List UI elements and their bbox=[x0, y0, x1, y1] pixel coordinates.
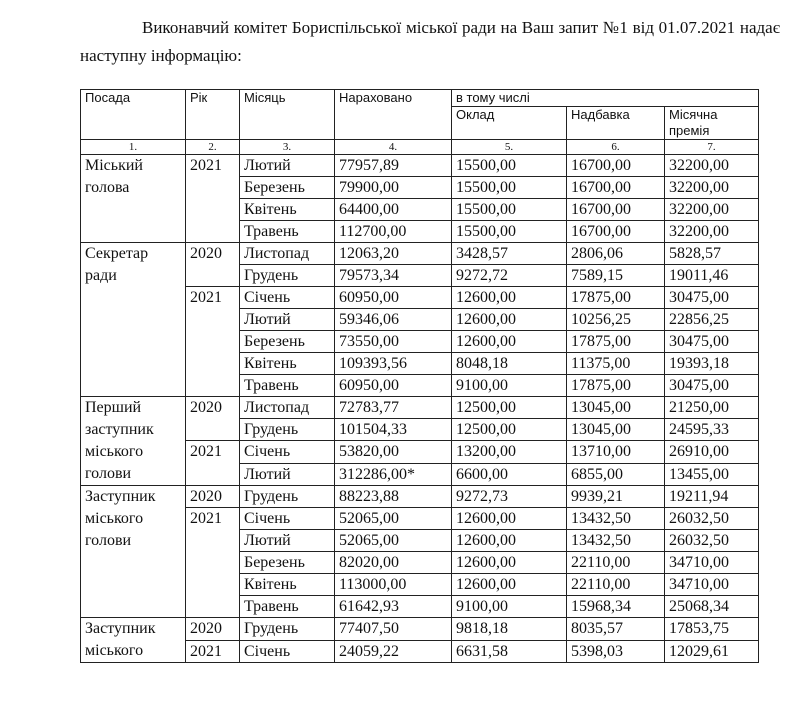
column-number: 6. bbox=[567, 140, 665, 155]
year-cell: 2020 bbox=[186, 618, 240, 641]
accrued-cell: 53820,00 bbox=[335, 441, 452, 464]
premium-cell: 19393,18 bbox=[665, 353, 759, 375]
accrued-cell: 82020,00 bbox=[335, 552, 452, 574]
salary-cell: 15500,00 bbox=[452, 155, 567, 177]
month-cell: Січень bbox=[240, 640, 335, 663]
month-cell: Травень bbox=[240, 375, 335, 397]
month-cell: Січень bbox=[240, 287, 335, 309]
month-cell: Грудень bbox=[240, 618, 335, 641]
accrued-cell: 64400,00 bbox=[335, 199, 452, 221]
premium-cell: 5828,57 bbox=[665, 243, 759, 265]
year-cell: 2020 bbox=[186, 243, 240, 287]
salary-cell: 15500,00 bbox=[452, 199, 567, 221]
premium-cell: 32200,00 bbox=[665, 199, 759, 221]
salary-cell: 9272,73 bbox=[452, 486, 567, 508]
year-cell: 2020 bbox=[186, 397, 240, 441]
header-including: в тому числі bbox=[452, 90, 759, 107]
year-cell: 2021 bbox=[186, 640, 240, 663]
premium-cell: 26032,50 bbox=[665, 530, 759, 552]
premium-cell: 34710,00 bbox=[665, 552, 759, 574]
month-cell: Лютий bbox=[240, 530, 335, 552]
header-position: Посада bbox=[81, 90, 186, 140]
month-cell: Січень bbox=[240, 508, 335, 530]
salary-cell: 12500,00 bbox=[452, 419, 567, 441]
salary-table bbox=[80, 89, 759, 663]
month-cell: Квітень bbox=[240, 574, 335, 596]
header-year: Рік bbox=[186, 90, 240, 140]
accrued-cell: 88223,88 bbox=[335, 486, 452, 508]
accrued-cell: 60950,00 bbox=[335, 375, 452, 397]
table-body bbox=[81, 155, 759, 663]
table-row bbox=[81, 397, 759, 419]
accrued-cell: 312286,00* bbox=[335, 464, 452, 486]
salary-cell: 15500,00 bbox=[452, 177, 567, 199]
month-cell: Листопад bbox=[240, 397, 335, 419]
accrued-cell: 77957,89 bbox=[335, 155, 452, 177]
position-cell: Заступник міського голови bbox=[81, 486, 186, 618]
bonus-cell: 16700,00 bbox=[567, 177, 665, 199]
salary-cell: 9100,00 bbox=[452, 596, 567, 618]
salary-cell: 12600,00 bbox=[452, 530, 567, 552]
month-cell: Квітень bbox=[240, 199, 335, 221]
premium-cell: 32200,00 bbox=[665, 155, 759, 177]
bonus-cell: 13710,00 bbox=[567, 441, 665, 464]
salary-cell: 12600,00 bbox=[452, 508, 567, 530]
accrued-cell: 60950,00 bbox=[335, 287, 452, 309]
salary-cell: 6600,00 bbox=[452, 464, 567, 486]
premium-cell: 32200,00 bbox=[665, 177, 759, 199]
salary-cell: 9272,72 bbox=[452, 265, 567, 287]
header-premium: Місячна премія bbox=[665, 107, 759, 140]
bonus-cell: 2806,06 bbox=[567, 243, 665, 265]
premium-cell: 25068,34 bbox=[665, 596, 759, 618]
bonus-cell: 17875,00 bbox=[567, 375, 665, 397]
header-salary: Оклад bbox=[452, 107, 567, 140]
bonus-cell: 16700,00 bbox=[567, 199, 665, 221]
header-month: Місяць bbox=[240, 90, 335, 140]
month-cell: Лютий bbox=[240, 309, 335, 331]
table-row bbox=[81, 155, 759, 177]
month-cell: Березень bbox=[240, 552, 335, 574]
premium-cell: 19211,94 bbox=[665, 486, 759, 508]
salary-cell: 12600,00 bbox=[452, 309, 567, 331]
month-cell: Квітень bbox=[240, 353, 335, 375]
month-cell: Травень bbox=[240, 596, 335, 618]
table-row bbox=[81, 243, 759, 265]
month-cell: Лютий bbox=[240, 155, 335, 177]
column-number: 2. bbox=[186, 140, 240, 155]
position-cell: Перший заступник міського голови bbox=[81, 397, 186, 486]
bonus-cell: 22110,00 bbox=[567, 574, 665, 596]
month-cell: Березень bbox=[240, 177, 335, 199]
salary-cell: 3428,57 bbox=[452, 243, 567, 265]
accrued-cell: 79573,34 bbox=[335, 265, 452, 287]
premium-cell: 26032,50 bbox=[665, 508, 759, 530]
bonus-cell: 13045,00 bbox=[567, 397, 665, 419]
bonus-cell: 13432,50 bbox=[567, 530, 665, 552]
year-cell: 2021 bbox=[186, 441, 240, 486]
salary-cell: 12600,00 bbox=[452, 552, 567, 574]
bonus-cell: 15968,34 bbox=[567, 596, 665, 618]
bonus-cell: 7589,15 bbox=[567, 265, 665, 287]
accrued-cell: 59346,06 bbox=[335, 309, 452, 331]
premium-cell: 24595,33 bbox=[665, 419, 759, 441]
premium-cell: 30475,00 bbox=[665, 375, 759, 397]
accrued-cell: 61642,93 bbox=[335, 596, 452, 618]
salary-cell: 13200,00 bbox=[452, 441, 567, 464]
salary-cell: 15500,00 bbox=[452, 221, 567, 243]
bonus-cell: 17875,00 bbox=[567, 331, 665, 353]
position-cell: Секретар ради bbox=[81, 243, 186, 397]
salary-cell: 12600,00 bbox=[452, 331, 567, 353]
column-numbers-row bbox=[81, 140, 759, 155]
premium-cell: 12029,61 bbox=[665, 640, 759, 663]
accrued-cell: 52065,00 bbox=[335, 508, 452, 530]
column-number: 1. bbox=[81, 140, 186, 155]
month-cell: Травень bbox=[240, 221, 335, 243]
month-cell: Січень bbox=[240, 441, 335, 464]
header-bonus: Надбавка bbox=[567, 107, 665, 140]
accrued-cell: 113000,00 bbox=[335, 574, 452, 596]
premium-cell: 13455,00 bbox=[665, 464, 759, 486]
bonus-cell: 13045,00 bbox=[567, 419, 665, 441]
premium-cell: 32200,00 bbox=[665, 221, 759, 243]
bonus-cell: 9939,21 bbox=[567, 486, 665, 508]
salary-cell: 12500,00 bbox=[452, 397, 567, 419]
salary-cell: 9818,18 bbox=[452, 618, 567, 641]
premium-cell: 34710,00 bbox=[665, 574, 759, 596]
month-cell: Березень bbox=[240, 331, 335, 353]
accrued-cell: 112700,00 bbox=[335, 221, 452, 243]
column-number: 7. bbox=[665, 140, 759, 155]
bonus-cell: 8035,57 bbox=[567, 618, 665, 641]
accrued-cell: 79900,00 bbox=[335, 177, 452, 199]
bonus-cell: 11375,00 bbox=[567, 353, 665, 375]
premium-cell: 21250,00 bbox=[665, 397, 759, 419]
year-cell: 2021 bbox=[186, 155, 240, 243]
month-cell: Грудень bbox=[240, 419, 335, 441]
column-number: 4. bbox=[335, 140, 452, 155]
premium-cell: 17853,75 bbox=[665, 618, 759, 641]
premium-cell: 30475,00 bbox=[665, 331, 759, 353]
header-accrued: Нараховано bbox=[335, 90, 452, 140]
accrued-cell: 73550,00 bbox=[335, 331, 452, 353]
bonus-cell: 17875,00 bbox=[567, 287, 665, 309]
year-cell: 2021 bbox=[186, 287, 240, 397]
premium-cell: 19011,46 bbox=[665, 265, 759, 287]
bonus-cell: 16700,00 bbox=[567, 155, 665, 177]
premium-cell: 30475,00 bbox=[665, 287, 759, 309]
month-cell: Грудень bbox=[240, 486, 335, 508]
intro-text bbox=[80, 14, 780, 70]
premium-cell: 22856,25 bbox=[665, 309, 759, 331]
premium-cell: 26910,00 bbox=[665, 441, 759, 464]
accrued-cell: 12063,20 bbox=[335, 243, 452, 265]
year-cell: 2021 bbox=[186, 508, 240, 618]
accrued-cell: 52065,00 bbox=[335, 530, 452, 552]
month-cell: Лютий bbox=[240, 464, 335, 486]
column-number: 3. bbox=[240, 140, 335, 155]
position-cell: Заступник міського bbox=[81, 618, 186, 663]
column-number: 5. bbox=[452, 140, 567, 155]
bonus-cell: 6855,00 bbox=[567, 464, 665, 486]
salary-cell: 12600,00 bbox=[452, 574, 567, 596]
salary-cell: 9100,00 bbox=[452, 375, 567, 397]
salary-cell: 6631,58 bbox=[452, 640, 567, 663]
intro-paragraph: Виконавчий комітет Бориспільської міської ради на Ваш запит №1 від 01.07.2021 надає наступну інформацію: bbox=[80, 18, 780, 65]
accrued-cell: 109393,56 bbox=[335, 353, 452, 375]
salary-cell: 8048,18 bbox=[452, 353, 567, 375]
accrued-cell: 72783,77 bbox=[335, 397, 452, 419]
month-cell: Грудень bbox=[240, 265, 335, 287]
table-row bbox=[81, 486, 759, 508]
bonus-cell: 16700,00 bbox=[567, 221, 665, 243]
salary-cell: 12600,00 bbox=[452, 287, 567, 309]
bonus-cell: 22110,00 bbox=[567, 552, 665, 574]
bonus-cell: 5398,03 bbox=[567, 640, 665, 663]
accrued-cell: 77407,50 bbox=[335, 618, 452, 641]
accrued-cell: 24059,22 bbox=[335, 640, 452, 663]
bonus-cell: 13432,50 bbox=[567, 508, 665, 530]
position-cell: Міський голова bbox=[81, 155, 186, 243]
accrued-cell: 101504,33 bbox=[335, 419, 452, 441]
year-cell: 2020 bbox=[186, 486, 240, 508]
bonus-cell: 10256,25 bbox=[567, 309, 665, 331]
month-cell: Листопад bbox=[240, 243, 335, 265]
table-row bbox=[81, 618, 759, 641]
